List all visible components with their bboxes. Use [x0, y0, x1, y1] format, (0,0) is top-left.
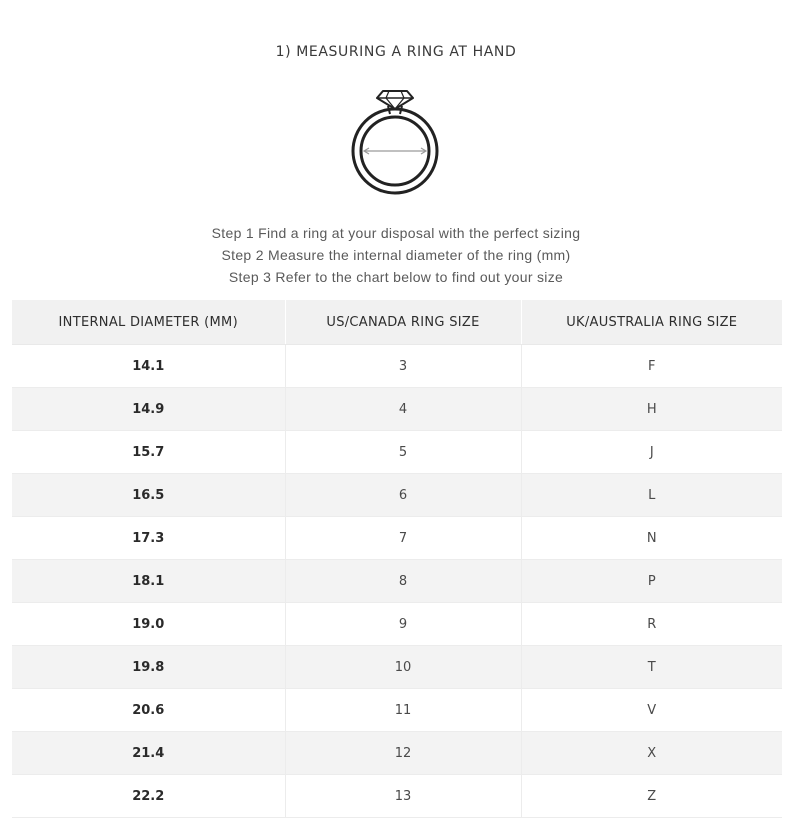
diameter-cell: 15.7 [12, 431, 285, 474]
diameter-cell: 21.4 [12, 732, 285, 775]
measurement-steps [0, 222, 792, 288]
table-row [12, 474, 782, 517]
diameter-cell: 14.9 [12, 388, 285, 431]
us-size-cell: 9 [285, 603, 521, 646]
us-size-cell: 6 [285, 474, 521, 517]
header-internal-diameter: INTERNAL DIAMETER (MM) [12, 300, 285, 345]
diameter-cell: 16.5 [12, 474, 285, 517]
us-size-cell: 13 [285, 775, 521, 818]
uk-size-cell: V [521, 689, 782, 732]
uk-size-cell: T [521, 646, 782, 689]
uk-size-cell: J [521, 431, 782, 474]
diameter-cell: 22.2 [12, 775, 285, 818]
table-row [12, 345, 782, 388]
uk-size-cell: N [521, 517, 782, 560]
diameter-cell: 19.0 [12, 603, 285, 646]
table-row [12, 689, 782, 732]
ring-size-table [12, 300, 782, 818]
us-size-cell: 4 [285, 388, 521, 431]
table-row [12, 775, 782, 818]
uk-size-cell: H [521, 388, 782, 431]
diameter-cell: 14.1 [12, 345, 285, 388]
us-size-cell: 11 [285, 689, 521, 732]
header-uk-australia-size: UK/AUSTRALIA RING SIZE [521, 300, 782, 345]
uk-size-cell: X [521, 732, 782, 775]
uk-size-cell: F [521, 345, 782, 388]
table-row [12, 388, 782, 431]
diameter-cell: 17.3 [12, 517, 285, 560]
us-size-cell: 12 [285, 732, 521, 775]
uk-size-cell: P [521, 560, 782, 603]
step-1-text: Step 1 Find a ring at your disposal with the perfect sizing [211, 225, 581, 241]
section-heading: 1) MEASURING A RING AT HAND [275, 44, 517, 60]
header-us-canada-size: US/CANADA RING SIZE [285, 300, 521, 345]
table-row [12, 431, 782, 474]
table-row [12, 646, 782, 689]
uk-size-cell: Z [521, 775, 782, 818]
diameter-cell: 20.6 [12, 689, 285, 732]
us-size-cell: 7 [285, 517, 521, 560]
table-row [12, 603, 782, 646]
table-body [12, 345, 782, 818]
diameter-cell: 19.8 [12, 646, 285, 689]
table-row [12, 732, 782, 775]
table-header-row [12, 300, 782, 345]
diameter-cell: 18.1 [12, 560, 285, 603]
uk-size-cell: R [521, 603, 782, 646]
step-3-text: Step 3 Refer to the chart below to find out your size [228, 269, 564, 285]
table-row [12, 560, 782, 603]
table-row [12, 517, 782, 560]
diamond-ring-icon [345, 82, 445, 200]
us-size-cell: 10 [285, 646, 521, 689]
us-size-cell: 8 [285, 560, 521, 603]
us-size-cell: 3 [285, 345, 521, 388]
step-2-text: Step 2 Measure the internal diameter of the ring (mm) [221, 247, 571, 263]
uk-size-cell: L [521, 474, 782, 517]
us-size-cell: 5 [285, 431, 521, 474]
